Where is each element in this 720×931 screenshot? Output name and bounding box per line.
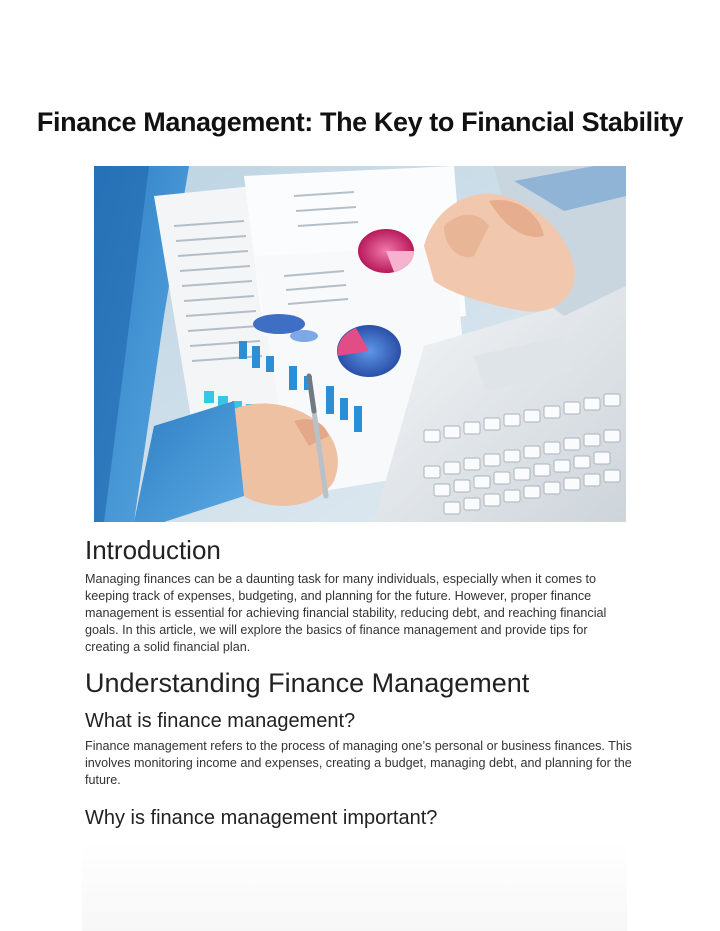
article-content: [85, 533, 635, 831]
what-is-heading: What is finance management?: [85, 710, 356, 732]
why-important-heading: Why is finance management important?: [85, 807, 438, 829]
introduction-paragraph: Managing finances can be a daunting task for many individuals, especially when it comes to keeping track of expenses, budgeting, and planning for the future. However, proper finance management is essential for achieving financial stability, reducing debt, and reaching financial goals. In this article, we will explore the basics of finance management and provide tips for creating a solid financial plan.: [85, 572, 607, 654]
what-is-paragraph: Finance management refers to the process of managing one’s personal or business finances. This involves monitoring income and expenses, creating a budget, managing debt, and planning for the future.: [85, 739, 632, 787]
understanding-heading: Understanding Finance Management: [85, 668, 530, 698]
page-fade: [82, 842, 627, 931]
finance-photo: [94, 166, 626, 522]
introduction-heading: Introduction: [85, 535, 221, 565]
page-title: Finance Management: The Key to Financial Stability: [36, 107, 684, 138]
